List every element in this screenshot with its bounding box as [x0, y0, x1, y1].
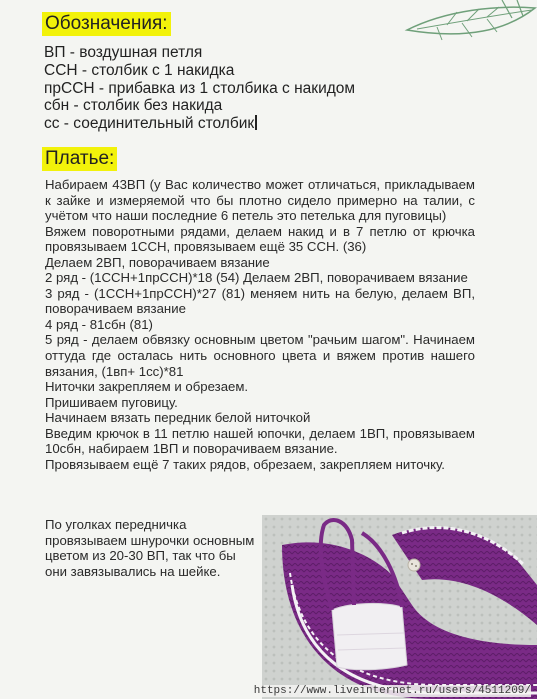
instruction-paragraph: 3 ряд - (1ССН+1прССН)*27 (81) меняем нить на белую, делаем ВП, поворачиваем вязание	[45, 285, 475, 317]
legend-title: Обозначения:	[42, 12, 171, 36]
crochet-dress-photo	[262, 515, 537, 699]
legend-item: сбн - столбик без накида	[44, 97, 223, 115]
instruction-paragraph: 5 ряд - делаем обвязку основным цветом "рачьим шагом". Начинаем оттуда где осталась нить основного цвета и вяжем против нашего вязания, (1вп+ 1сс)*81	[45, 332, 475, 379]
legend-item: сс - соединительный столбик	[44, 115, 255, 133]
legend-item-with-cursor	[44, 115, 355, 133]
legend-list	[44, 44, 355, 133]
instruction-paragraph: Введим крючок в 11 петлю нашей юпочки, делаем 1ВП, провязываем 10сбн, набираем 1ВП и поворачиваем вязание.	[45, 425, 475, 457]
instruction-paragraph: 4 ряд - 81сбн (81)	[45, 316, 153, 332]
dress-title: Платье:	[42, 147, 117, 171]
legend-item: ВП - воздушная петля	[44, 44, 203, 61]
source-url: https://www.liveinternet.ru/users/4511209/	[253, 685, 531, 697]
instruction-paragraph: Делаем 2ВП, поворачиваем вязание	[45, 254, 270, 270]
leaf-decoration-top	[387, 0, 537, 60]
instruction-paragraph: 2 ряд - (1ССН+1прССН)*18 (54) Делаем 2ВП, поворачиваем вязание	[45, 270, 468, 286]
instruction-paragraph: Провязываем ещё 7 таких рядов, обрезаем, закрепляем ниточку.	[45, 456, 445, 472]
instruction-paragraph: Ниточки закрепляем и обрезаем.	[45, 379, 249, 395]
instructions	[45, 177, 475, 472]
legend-item: прССН - прибавка из 1 столбика с накидом	[44, 79, 356, 97]
instruction-paragraph: По уголках передничка провязываем шнурочки основным цветом из 20-30 ВП, так что бы они завязывались на шейке.	[45, 517, 255, 579]
instruction-paragraph: Пришиваем пуговицу.	[45, 394, 178, 410]
legend-item: ССН - столбик с 1 накидка	[44, 61, 235, 79]
instruction-paragraph: Набираем 43ВП (у Вас количество может отличаться, прикладываем к зайке и измеряемой что бы плотно сидело примерно на талии, с учётом что наши последние 6 петель это петелька для пуговицы)	[45, 177, 475, 224]
text-cursor	[255, 115, 257, 130]
instruction-paragraph: Начинаем вязать передник белой ниточкой	[45, 410, 311, 426]
instruction-paragraph: Вяжем поворотными рядами, делаем накид и в 7 петлю от крючка провязываем 1ССН, провязываем ещё 35 ССН. (36)	[45, 223, 475, 255]
instruction-side	[45, 517, 255, 579]
